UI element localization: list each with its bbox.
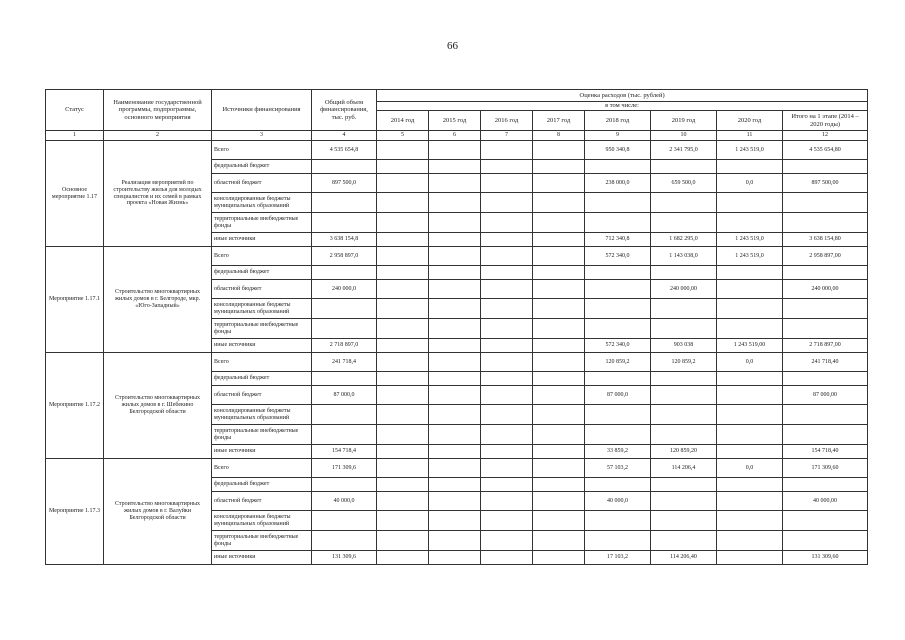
year-2015-cell — [429, 425, 481, 445]
year-2019-cell — [651, 478, 717, 492]
stage-total-cell: 2 718 897,00 — [783, 339, 868, 353]
year-2020-cell — [717, 372, 783, 386]
year-2015-cell — [429, 247, 481, 266]
total-volume-cell — [312, 299, 377, 319]
total-volume-cell: 240 000,0 — [312, 280, 377, 299]
year-2017-cell — [533, 445, 585, 459]
stage-total-cell — [783, 213, 868, 233]
year-2020-cell: 1 243 519,0 — [717, 141, 783, 160]
year-2018-cell — [585, 405, 651, 425]
year-2020-cell — [717, 531, 783, 551]
header-status: Статус — [46, 90, 104, 131]
year-2015-cell — [429, 141, 481, 160]
total-volume-cell — [312, 319, 377, 339]
column-number: 1 — [46, 131, 104, 141]
row-name: Реализация мероприятий по строительству жилья для молодых специалистов и их семей в рамках проекта «Новая Жизнь» — [104, 141, 212, 247]
stage-total-cell: 3 638 154,80 — [783, 233, 868, 247]
year-2020-cell — [717, 445, 783, 459]
year-2020-cell — [717, 492, 783, 511]
column-number: 2 — [104, 131, 212, 141]
year-2016-cell — [481, 445, 533, 459]
total-volume-cell: 2 958 897,0 — [312, 247, 377, 266]
year-2019-cell — [651, 372, 717, 386]
header-year-2020: 2020 год — [717, 111, 783, 131]
column-number: 8 — [533, 131, 585, 141]
year-2017-cell — [533, 247, 585, 266]
year-2014-cell — [377, 372, 429, 386]
stage-total-cell — [783, 425, 868, 445]
year-2015-cell — [429, 299, 481, 319]
stage-total-cell — [783, 405, 868, 425]
stage-total-cell — [783, 372, 868, 386]
funding-source: консолидированные бюджеты муниципальных образований — [212, 405, 312, 425]
year-2020-cell: 1 243 519,0 — [717, 247, 783, 266]
year-2020-cell — [717, 511, 783, 531]
stage-total-cell: 897 500,00 — [783, 174, 868, 193]
header-including: в том числе: — [377, 102, 868, 111]
year-2019-cell: 114 206,4 — [651, 459, 717, 478]
year-2017-cell — [533, 233, 585, 247]
year-2017-cell — [533, 405, 585, 425]
page-number: 66 — [447, 40, 458, 52]
header-sources: Источники финансирования — [212, 90, 312, 131]
year-2020-cell — [717, 160, 783, 174]
year-2015-cell — [429, 266, 481, 280]
year-2017-cell — [533, 459, 585, 478]
year-2016-cell — [481, 511, 533, 531]
year-2020-cell — [717, 266, 783, 280]
year-2014-cell — [377, 425, 429, 445]
year-2020-cell — [717, 405, 783, 425]
year-2020-cell — [717, 213, 783, 233]
year-2016-cell — [481, 339, 533, 353]
year-2020-cell — [717, 299, 783, 319]
column-number: 9 — [585, 131, 651, 141]
stage-total-cell: 4 535 654,80 — [783, 141, 868, 160]
funding-source: Всего — [212, 459, 312, 478]
funding-source: иные источники — [212, 445, 312, 459]
year-2017-cell — [533, 160, 585, 174]
year-2016-cell — [481, 247, 533, 266]
year-2019-cell — [651, 213, 717, 233]
year-2017-cell — [533, 141, 585, 160]
column-number-row — [46, 131, 868, 141]
year-2016-cell — [481, 213, 533, 233]
row-name: Строительство многоквартирных жилых домов в г. Белгороде, мкр. «Юго-Западный» — [104, 247, 212, 353]
total-volume-cell — [312, 372, 377, 386]
year-2016-cell — [481, 459, 533, 478]
year-2014-cell — [377, 247, 429, 266]
funding-source: Всего — [212, 247, 312, 266]
column-number: 6 — [429, 131, 481, 141]
stage-total-cell: 87 000,00 — [783, 386, 868, 405]
year-2017-cell — [533, 372, 585, 386]
year-2019-cell: 659 500,0 — [651, 174, 717, 193]
funding-source: областной бюджет — [212, 386, 312, 405]
total-volume-cell: 154 718,4 — [312, 445, 377, 459]
year-2016-cell — [481, 425, 533, 445]
year-2015-cell — [429, 492, 481, 511]
stage-total-cell: 240 000,00 — [783, 280, 868, 299]
year-2018-cell: 17 103,2 — [585, 551, 651, 565]
year-2018-cell — [585, 319, 651, 339]
total-volume-cell: 131 309,6 — [312, 551, 377, 565]
year-2015-cell — [429, 160, 481, 174]
year-2016-cell — [481, 478, 533, 492]
year-2018-cell — [585, 372, 651, 386]
column-number: 12 — [783, 131, 868, 141]
column-number: 10 — [651, 131, 717, 141]
year-2018-cell: 120 859,2 — [585, 353, 651, 372]
row-name: Строительство многоквартирных жилых домов в г. Валуйки Белгородской области — [104, 459, 212, 565]
total-volume-cell: 171 309,6 — [312, 459, 377, 478]
row-status: Мероприятие 1.17.1 — [46, 247, 104, 353]
funding-source: областной бюджет — [212, 174, 312, 193]
year-2020-cell: 1 243 519,0 — [717, 233, 783, 247]
year-2018-cell — [585, 425, 651, 445]
year-2015-cell — [429, 280, 481, 299]
year-2017-cell — [533, 266, 585, 280]
column-number: 5 — [377, 131, 429, 141]
total-volume-cell: 241 718,4 — [312, 353, 377, 372]
year-2018-cell: 57 103,2 — [585, 459, 651, 478]
year-2020-cell — [717, 193, 783, 213]
year-2019-cell: 120 859,20 — [651, 445, 717, 459]
funding-source: федеральный бюджет — [212, 160, 312, 174]
year-2014-cell — [377, 405, 429, 425]
total-volume-cell — [312, 511, 377, 531]
year-2020-cell — [717, 319, 783, 339]
year-2014-cell — [377, 233, 429, 247]
year-2014-cell — [377, 141, 429, 160]
year-2014-cell — [377, 319, 429, 339]
year-2015-cell — [429, 319, 481, 339]
year-2018-cell — [585, 266, 651, 280]
year-2016-cell — [481, 353, 533, 372]
row-name: Строительство многоквартирных жилых домов в г. Шебекино Белгородской области — [104, 353, 212, 459]
year-2018-cell — [585, 531, 651, 551]
year-2014-cell — [377, 445, 429, 459]
year-2017-cell — [533, 551, 585, 565]
year-2019-cell — [651, 160, 717, 174]
table-row — [46, 141, 868, 160]
year-2020-cell: 1 243 519,00 — [717, 339, 783, 353]
funding-source: иные источники — [212, 233, 312, 247]
stage-total-cell: 131 309,60 — [783, 551, 868, 565]
year-2019-cell: 114 206,40 — [651, 551, 717, 565]
funding-source: областной бюджет — [212, 492, 312, 511]
year-2018-cell: 33 859,2 — [585, 445, 651, 459]
year-2017-cell — [533, 492, 585, 511]
column-number: 7 — [481, 131, 533, 141]
year-2019-cell: 1 143 038,0 — [651, 247, 717, 266]
year-2017-cell — [533, 339, 585, 353]
header-name: Наименование государственной программы, подпрограммы, основного мероприятия — [104, 90, 212, 131]
year-2016-cell — [481, 319, 533, 339]
year-2014-cell — [377, 213, 429, 233]
total-volume-cell: 87 000,0 — [312, 386, 377, 405]
year-2019-cell — [651, 386, 717, 405]
year-2015-cell — [429, 174, 481, 193]
year-2014-cell — [377, 160, 429, 174]
stage-total-cell: 2 958 897,00 — [783, 247, 868, 266]
funding-source: консолидированные бюджеты муниципальных образований — [212, 511, 312, 531]
year-2018-cell: 40 000,0 — [585, 492, 651, 511]
column-number: 4 — [312, 131, 377, 141]
year-2014-cell — [377, 386, 429, 405]
table-row — [46, 247, 868, 266]
header-year-2014: 2014 год — [377, 111, 429, 131]
year-2019-cell — [651, 511, 717, 531]
year-2014-cell — [377, 492, 429, 511]
total-volume-cell: 2 718 897,0 — [312, 339, 377, 353]
header-year-2018: 2018 год — [585, 111, 651, 131]
funding-source: федеральный бюджет — [212, 478, 312, 492]
year-2018-cell: 950 340,8 — [585, 141, 651, 160]
year-2017-cell — [533, 280, 585, 299]
stage-total-cell — [783, 160, 868, 174]
year-2016-cell — [481, 174, 533, 193]
year-2016-cell — [481, 141, 533, 160]
stage-total-cell — [783, 319, 868, 339]
year-2016-cell — [481, 266, 533, 280]
stage-total-cell — [783, 299, 868, 319]
year-2017-cell — [533, 299, 585, 319]
total-volume-cell: 897 500,0 — [312, 174, 377, 193]
funding-source: территориальные внебюджетные фонды — [212, 319, 312, 339]
row-status: Основное мероприятие 1.17 — [46, 141, 104, 247]
year-2014-cell — [377, 511, 429, 531]
table-row — [46, 353, 868, 372]
row-status: Мероприятие 1.17.2 — [46, 353, 104, 459]
year-2015-cell — [429, 372, 481, 386]
header-estimate: Оценка расходов (тыс. рублей) — [377, 90, 868, 102]
year-2016-cell — [481, 193, 533, 213]
year-2014-cell — [377, 531, 429, 551]
year-2016-cell — [481, 233, 533, 247]
year-2016-cell — [481, 531, 533, 551]
year-2018-cell: 572 340,0 — [585, 247, 651, 266]
funding-source: консолидированные бюджеты муниципальных образований — [212, 193, 312, 213]
stage-total-cell — [783, 193, 868, 213]
column-number: 3 — [212, 131, 312, 141]
year-2018-cell — [585, 160, 651, 174]
year-2019-cell: 1 682 295,0 — [651, 233, 717, 247]
year-2017-cell — [533, 386, 585, 405]
year-2014-cell — [377, 193, 429, 213]
funding-source: иные источники — [212, 551, 312, 565]
year-2015-cell — [429, 386, 481, 405]
total-volume-cell — [312, 213, 377, 233]
year-2020-cell — [717, 478, 783, 492]
year-2014-cell — [377, 266, 429, 280]
year-2018-cell — [585, 213, 651, 233]
year-2020-cell: 0,0 — [717, 353, 783, 372]
year-2019-cell — [651, 319, 717, 339]
year-2019-cell — [651, 193, 717, 213]
year-2017-cell — [533, 511, 585, 531]
year-2019-cell: 903 038 — [651, 339, 717, 353]
header-year-2016: 2016 год — [481, 111, 533, 131]
year-2014-cell — [377, 299, 429, 319]
year-2020-cell: 0,0 — [717, 174, 783, 193]
total-volume-cell — [312, 266, 377, 280]
stage-total-cell — [783, 531, 868, 551]
year-2014-cell — [377, 174, 429, 193]
total-volume-cell: 4 535 654,8 — [312, 141, 377, 160]
year-2015-cell — [429, 193, 481, 213]
year-2017-cell — [533, 319, 585, 339]
year-2014-cell — [377, 339, 429, 353]
year-2016-cell — [481, 551, 533, 565]
year-2015-cell — [429, 459, 481, 478]
year-2015-cell — [429, 353, 481, 372]
financing-table — [45, 89, 868, 565]
header-year-2017: 2017 год — [533, 111, 585, 131]
table-row — [46, 459, 868, 478]
year-2017-cell — [533, 213, 585, 233]
total-volume-cell — [312, 405, 377, 425]
funding-source: федеральный бюджет — [212, 372, 312, 386]
year-2016-cell — [481, 160, 533, 174]
total-volume-cell: 40 000,0 — [312, 492, 377, 511]
year-2014-cell — [377, 280, 429, 299]
year-2015-cell — [429, 531, 481, 551]
year-2015-cell — [429, 339, 481, 353]
year-2019-cell: 2 341 795,0 — [651, 141, 717, 160]
year-2020-cell — [717, 386, 783, 405]
year-2015-cell — [429, 511, 481, 531]
funding-source: областной бюджет — [212, 280, 312, 299]
total-volume-cell — [312, 193, 377, 213]
year-2020-cell — [717, 425, 783, 445]
funding-source: Всего — [212, 353, 312, 372]
funding-source: территориальные внебюджетные фонды — [212, 213, 312, 233]
year-2014-cell — [377, 353, 429, 372]
year-2015-cell — [429, 445, 481, 459]
year-2015-cell — [429, 213, 481, 233]
total-volume-cell — [312, 160, 377, 174]
year-2015-cell — [429, 478, 481, 492]
year-2020-cell — [717, 280, 783, 299]
year-2017-cell — [533, 193, 585, 213]
header-stage-total: Итого на 1 этапе (2014 – 2020 годы) — [783, 111, 868, 131]
year-2019-cell — [651, 492, 717, 511]
stage-total-cell — [783, 478, 868, 492]
year-2014-cell — [377, 478, 429, 492]
year-2017-cell — [533, 425, 585, 445]
year-2014-cell — [377, 551, 429, 565]
year-2018-cell — [585, 280, 651, 299]
funding-source: Всего — [212, 141, 312, 160]
year-2016-cell — [481, 372, 533, 386]
funding-source: территориальные внебюджетные фонды — [212, 531, 312, 551]
row-status: Мероприятие 1.17.3 — [46, 459, 104, 565]
year-2018-cell: 87 000,0 — [585, 386, 651, 405]
year-2018-cell — [585, 299, 651, 319]
year-2017-cell — [533, 174, 585, 193]
total-volume-cell — [312, 478, 377, 492]
year-2017-cell — [533, 353, 585, 372]
year-2018-cell: 572 340,0 — [585, 339, 651, 353]
funding-source: консолидированные бюджеты муниципальных образований — [212, 299, 312, 319]
funding-source: территориальные внебюджетные фонды — [212, 425, 312, 445]
column-number: 11 — [717, 131, 783, 141]
year-2015-cell — [429, 551, 481, 565]
year-2019-cell — [651, 531, 717, 551]
year-2019-cell — [651, 299, 717, 319]
year-2016-cell — [481, 492, 533, 511]
total-volume-cell: 3 638 154,8 — [312, 233, 377, 247]
header-year-2019: 2019 год — [651, 111, 717, 131]
year-2019-cell: 120 859,2 — [651, 353, 717, 372]
stage-total-cell: 241 718,40 — [783, 353, 868, 372]
header-total-volume: Общий объем финансирования, тыс. руб. — [312, 90, 377, 131]
year-2019-cell — [651, 266, 717, 280]
funding-source: федеральный бюджет — [212, 266, 312, 280]
funding-source: иные источники — [212, 339, 312, 353]
stage-total-cell — [783, 511, 868, 531]
stage-total-cell: 40 000,00 — [783, 492, 868, 511]
year-2016-cell — [481, 280, 533, 299]
year-2016-cell — [481, 405, 533, 425]
year-2016-cell — [481, 386, 533, 405]
year-2017-cell — [533, 531, 585, 551]
year-2014-cell — [377, 459, 429, 478]
year-2015-cell — [429, 405, 481, 425]
stage-total-cell: 154 718,40 — [783, 445, 868, 459]
stage-total-cell — [783, 266, 868, 280]
year-2020-cell — [717, 551, 783, 565]
year-2018-cell — [585, 478, 651, 492]
year-2020-cell: 0,0 — [717, 459, 783, 478]
year-2017-cell — [533, 478, 585, 492]
year-2018-cell — [585, 193, 651, 213]
year-2019-cell: 240 000,00 — [651, 280, 717, 299]
header-year-2015: 2015 год — [429, 111, 481, 131]
stage-total-cell: 171 309,60 — [783, 459, 868, 478]
year-2018-cell: 712 340,8 — [585, 233, 651, 247]
total-volume-cell — [312, 425, 377, 445]
year-2019-cell — [651, 405, 717, 425]
year-2018-cell — [585, 511, 651, 531]
total-volume-cell — [312, 531, 377, 551]
year-2019-cell — [651, 425, 717, 445]
year-2015-cell — [429, 233, 481, 247]
year-2016-cell — [481, 299, 533, 319]
year-2018-cell: 238 000,0 — [585, 174, 651, 193]
